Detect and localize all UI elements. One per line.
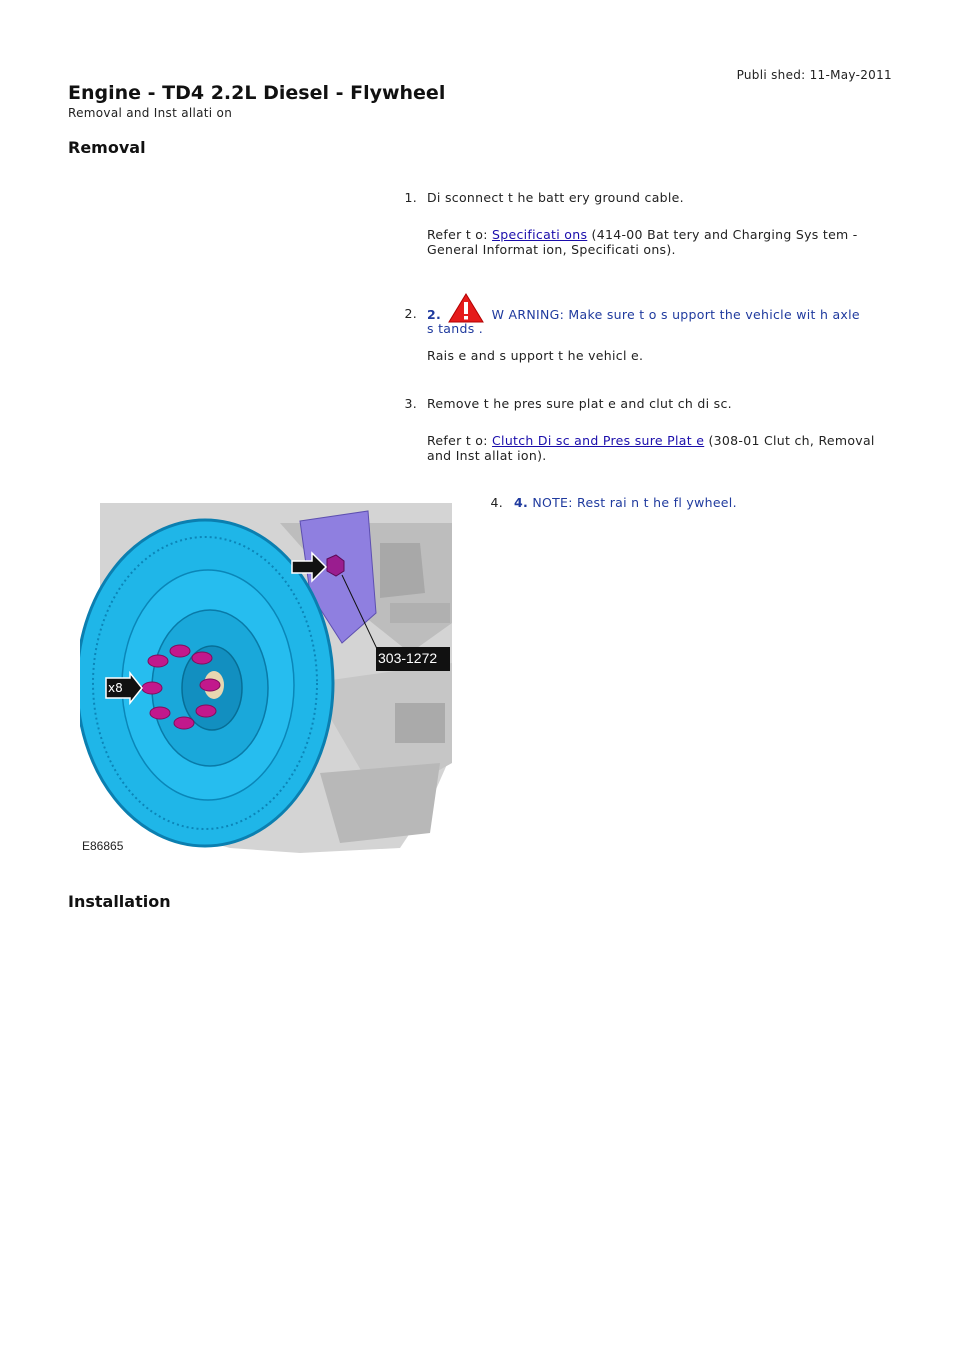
published-date: Publi shed: 11-May-2011	[736, 68, 892, 82]
count-label: x8	[108, 681, 123, 695]
step-number: 3.	[404, 396, 417, 411]
step-bold-number: 4.	[514, 495, 529, 510]
warning-text-line2: s tands .	[427, 321, 484, 336]
section-installation: Installation	[68, 892, 171, 911]
warning-text: W ARNING: Make sure t o s upport the vehicle wit h axle	[487, 307, 860, 322]
step-refer: Refer t o: Specificati ons (414-00 Bat tery and Charging Sys tem - General Informat ion, Specificati ons).	[427, 227, 858, 257]
step-number: 2.	[404, 306, 417, 321]
page-title: Engine - TD4 2.2L Diesel - Flywheel	[68, 82, 446, 104]
figure-id: E86865	[82, 839, 124, 853]
step-refer: Refer t o: Clutch Di sc and Pres sure Plat e (308-01 Clut ch, Removal and Inst allat ion).	[427, 433, 875, 463]
flywheel-illustration	[80, 503, 452, 855]
note-text: NOTE: Rest rai n t he fl ywheel.	[528, 495, 737, 510]
tool-number-label: 303-1272	[378, 650, 438, 666]
step-text: Remove t he pres sure plat e and clut ch di sc.	[427, 396, 732, 411]
specifications-link[interactable]: Specificati ons	[492, 227, 588, 242]
step-bold-number: 2.	[427, 307, 442, 322]
step-text: Di sconnect t he batt ery ground cable.	[427, 190, 684, 205]
step-note	[514, 495, 894, 510]
clutch-disc-link[interactable]: Clutch Di sc and Pres sure Plat e	[492, 433, 705, 448]
flywheel-figure	[80, 503, 452, 855]
step-text: Rais e and s upport t he vehicl e.	[427, 348, 644, 363]
page-subtitle: Removal and Inst allati on	[68, 106, 233, 120]
step-number: 4.	[490, 495, 503, 510]
step-number: 1.	[404, 190, 417, 205]
section-removal: Removal	[68, 138, 146, 157]
